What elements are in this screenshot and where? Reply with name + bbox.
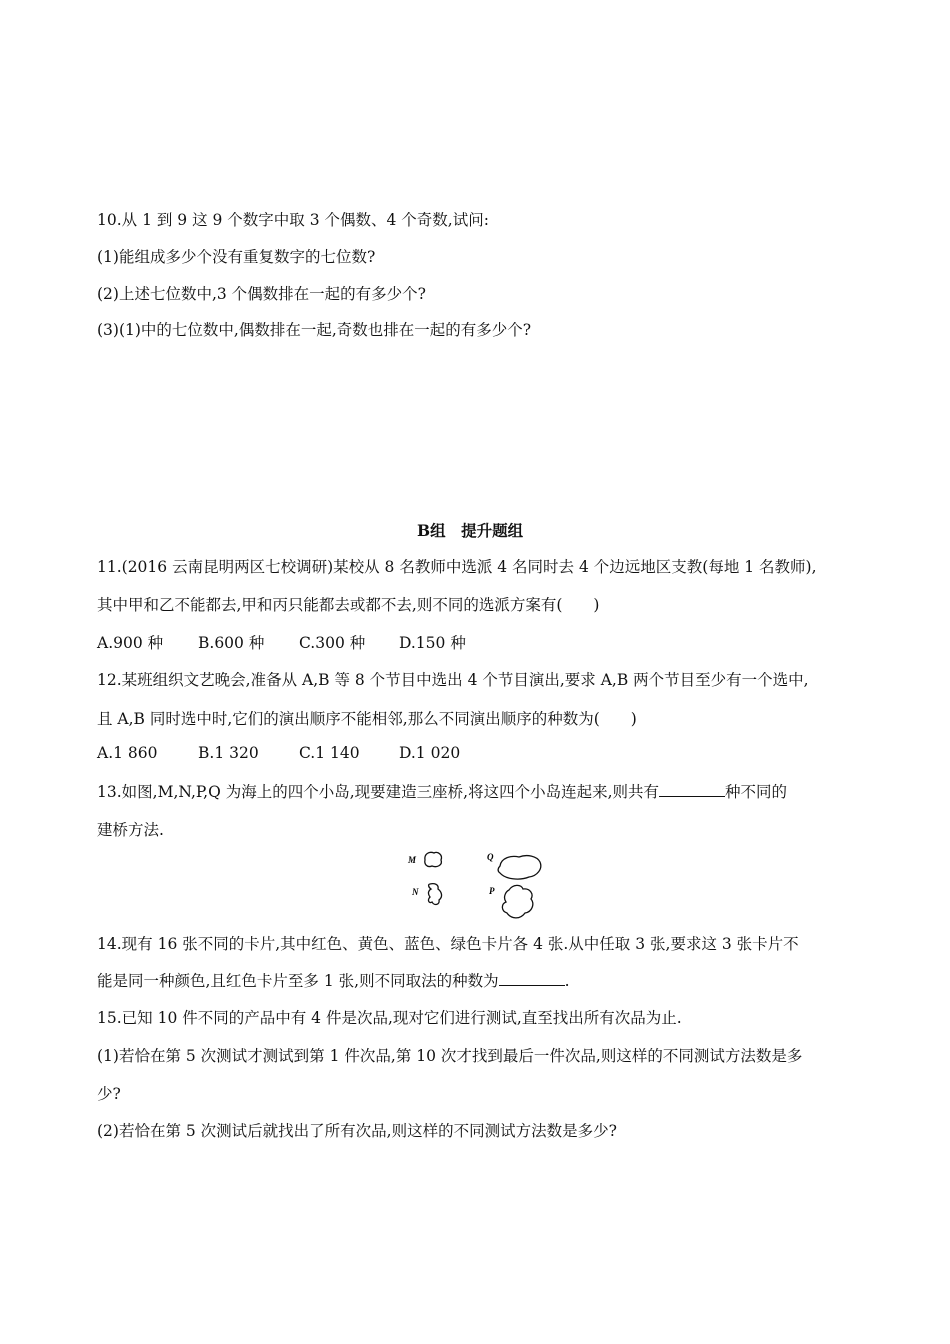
island-label-p: P bbox=[489, 886, 495, 896]
q14-answer-blank bbox=[499, 971, 565, 986]
q13-text-a: 13.如图,M,N,P,Q 为海上的四个小岛,现要建造三座桥,将这四个小岛连起来,则共有 bbox=[97, 783, 660, 801]
q11-option-d: D.150 种 bbox=[399, 634, 466, 652]
q12-option-b: B.1 320 bbox=[198, 744, 259, 762]
q10-stem: 10.从 1 到 9 这 9 个数字中取 3 个偶数、4 个奇数,试问: bbox=[97, 211, 489, 229]
island-label-m: M bbox=[408, 855, 417, 865]
q12-option-c: C.1 140 bbox=[299, 744, 360, 762]
q15-part-2: (2)若恰在第 5 次测试后就找出了所有次品,则这样的不同测试方法数是多少? bbox=[97, 1122, 617, 1140]
section-title: B组 提升题组 bbox=[417, 521, 524, 540]
q14-line-1: 14.现有 16 张不同的卡片,其中红色、黄色、蓝色、绿色卡片各 4 张.从中任取 3 张,要求这 3 张卡片不 bbox=[97, 935, 799, 953]
q13-answer-blank bbox=[659, 782, 725, 797]
q14-text-b: . bbox=[564, 972, 570, 990]
q11-line-2: 其中甲和乙不能都去,甲和丙只能都去或都不去,则不同的选派方案有( ) bbox=[97, 596, 600, 614]
q11-option-c: C.300 种 bbox=[299, 634, 366, 652]
islands-figure bbox=[405, 846, 555, 926]
q11-line-1: 11.(2016 云南昆明两区七校调研)某校从 8 名教师中选派 4 名同时去 4 个边远地区支教(每地 1 名教师), bbox=[97, 558, 817, 576]
q10-part-1: (1)能组成多少个没有重复数字的七位数? bbox=[97, 248, 376, 266]
island-p-shape bbox=[502, 885, 532, 918]
q12-option-d: D.1 020 bbox=[399, 744, 461, 762]
q15-part-1-line-2: 少? bbox=[97, 1085, 121, 1103]
island-m-shape bbox=[425, 852, 442, 866]
q15-stem: 15.已知 10 件不同的产品中有 4 件是次品,现对它们进行测试,直至找出所有次品为止. bbox=[97, 1009, 682, 1027]
island-n-shape bbox=[428, 884, 441, 905]
q14-text-a: 能是同一种颜色,且红色卡片至多 1 张,则不同取法的种数为 bbox=[97, 972, 499, 990]
q15-part-1-line-1: (1)若恰在第 5 次测试才测试到第 1 件次品,第 10 次才找到最后一件次品,则这样的不同测试方法数是多 bbox=[97, 1047, 803, 1065]
q12-line-1: 12.某班组织文艺晚会,准备从 A,B 等 8 个节目中选出 4 个节目演出,要求 A,B 两个节目至少有一个选中, bbox=[97, 671, 809, 689]
island-q-shape bbox=[498, 856, 541, 879]
q12-option-a: A.1 860 bbox=[97, 744, 158, 762]
q10-part-2: (2)上述七位数中,3 个偶数排在一起的有多少个? bbox=[97, 285, 426, 303]
q14-line-2 bbox=[97, 969, 570, 991]
q11-option-b: B.600 种 bbox=[198, 634, 265, 652]
q10-part-3: (3)(1)中的七位数中,偶数排在一起,奇数也排在一起的有多少个? bbox=[97, 321, 532, 339]
island-label-q: Q bbox=[487, 852, 494, 862]
island-label-n: N bbox=[412, 887, 419, 897]
q13-text-b: 种不同的 bbox=[725, 783, 788, 801]
q12-line-2: 且 A,B 同时选中时,它们的演出顺序不能相邻,那么不同演出顺序的种数为( ) bbox=[97, 710, 637, 728]
q12-options bbox=[97, 744, 460, 762]
q13-line-2: 建桥方法. bbox=[97, 821, 164, 839]
q11-option-a: A.900 种 bbox=[97, 634, 164, 652]
q11-options bbox=[97, 631, 466, 653]
q13-line-1 bbox=[97, 780, 787, 802]
